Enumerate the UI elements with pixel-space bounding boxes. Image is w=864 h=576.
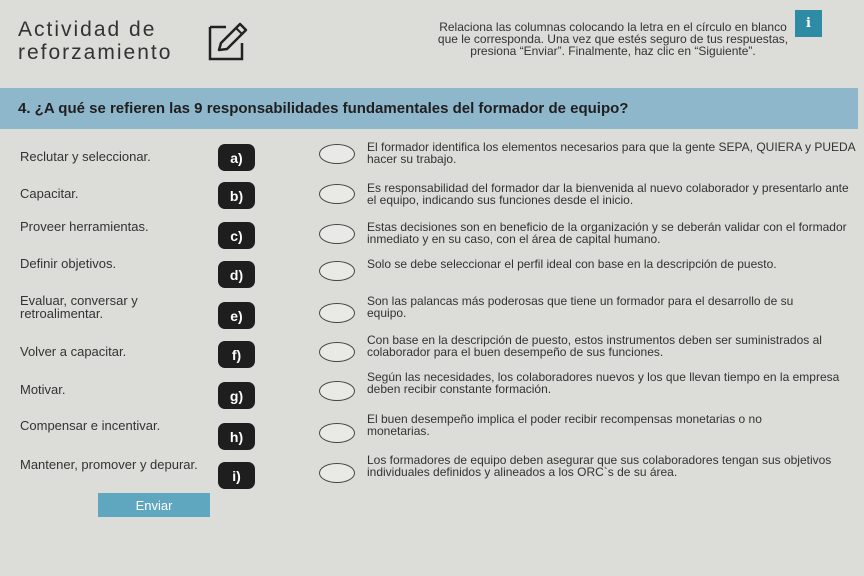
description-text: Según las necesidades, los colaboradores nuevos y los que llevan tiempo en la empresa deben recibir constante formación. [367,370,840,396]
activity-title [18,18,172,64]
answer-input[interactable] [319,184,355,204]
question-bar [0,88,858,129]
answer-input[interactable] [319,463,355,483]
match-row-d [0,253,864,293]
description-text: El buen desempeño implica el poder recibir recompensas monetarias o no monetarias. [367,412,762,438]
letter-badge: d) [218,261,255,288]
answer-input[interactable] [319,303,355,323]
answer-input[interactable] [319,381,355,401]
match-row-g [0,371,864,411]
letter-badge: e) [218,302,255,329]
left-item-text: Evaluar, conversar y retroalimentar. [20,293,138,321]
letter-badge: c) [218,222,255,249]
left-item-text: Mantener, promover y depurar. [20,457,198,472]
match-row-i [0,453,864,493]
match-row-e [0,292,864,332]
match-row-b [0,176,864,216]
send-button[interactable]: Enviar [98,493,210,517]
description-text: Los formadores de equipo deben asegurar que sus colaboradores tengan sus objetivos individuales definidos y alineados a los ORC`s de su área. [367,453,832,479]
description-text: Con base en la descripción de puesto, estos instrumentos deben ser suministrados al colaborador para el buen desempeño de sus funciones. [367,333,822,359]
description-text: Son las palancas más poderosas que tiene un formador para el desarrollo de su equipo. [367,294,794,320]
match-row-c [0,214,864,254]
match-row-h [0,411,864,451]
title-line-2: reforzamiento [18,41,173,64]
description-text: Estas decisiones son en beneficio de la organización y se deberán validar con el formador inmediato y en su caso, con el área de capital humano. [367,220,847,246]
left-item-text: Proveer herramientas. [20,219,149,234]
description-text: Solo se debe seleccionar el perfil ideal con base en la descripción de puesto. [367,257,777,271]
answer-input[interactable] [319,224,355,244]
left-item-text: Capacitar. [20,186,79,201]
letter-badge: i) [218,462,255,489]
letter-badge: a) [218,144,255,171]
letter-badge: f) [218,341,255,368]
left-item-text: Definir objetivos. [20,256,117,271]
letter-badge: g) [218,382,255,409]
instructions-text: Relaciona las columnas colocando la letra en el círculo en blanco que le corresponda. Una vez que estés seguro de tus respuestas, presiona “Enviar”. Finalmente, haz clic en “Siguiente”. [437,20,789,58]
answer-input[interactable] [319,342,355,362]
left-item-text: Compensar e incentivar. [20,418,161,433]
match-row-f [0,334,864,374]
pencil-icon [206,19,250,63]
letter-badge: b) [218,182,255,209]
match-row-a [0,138,864,178]
left-item-text: Reclutar y seleccionar. [20,149,151,164]
answer-input[interactable] [319,144,355,164]
title-line-1: Actividad de [18,18,157,41]
letter-badge: h) [218,423,255,450]
left-item-text: Volver a capacitar. [20,344,127,359]
question-text: 4. ¿A qué se refieren las 9 responsabilidades fundamentales del formador de equipo? [18,100,629,117]
left-item-text: Motivar. [20,382,66,397]
description-text: Es responsabilidad del formador dar la bienvenida al nuevo colaborador y presentarlo ante el equipo, indicando sus funciones desde el inicio. [367,181,849,207]
info-button[interactable]: i [795,10,822,37]
answer-input[interactable] [319,423,355,443]
description-text: El formador identifica los elementos necesarios para que la gente SEPA, QUIERA y PUEDA hacer su trabajo. [367,140,856,166]
answer-input[interactable] [319,261,355,281]
